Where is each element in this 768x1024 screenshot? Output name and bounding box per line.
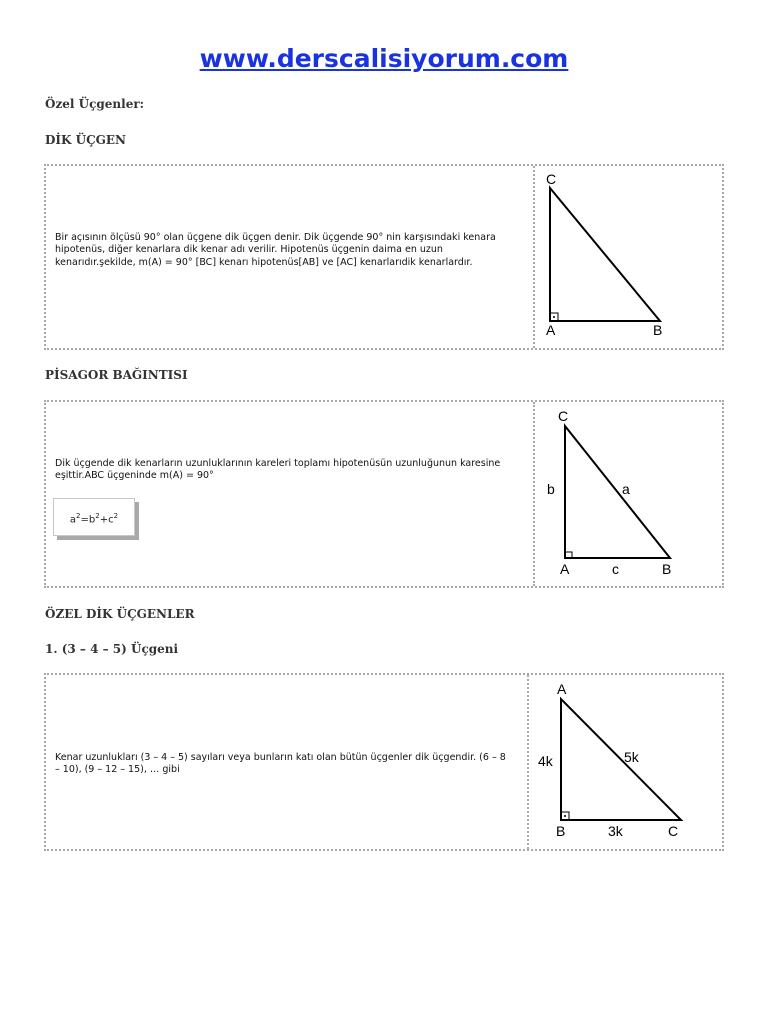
triangle-shape [550, 188, 660, 321]
vertex-label-b: B [653, 322, 663, 338]
vertex-label-a: A [560, 561, 570, 577]
vertex-label-a: A [557, 681, 567, 697]
vertex-label-c: C [558, 408, 569, 424]
exponent-b: 2 [95, 512, 100, 520]
exponent-c: 2 [113, 512, 119, 520]
pisagor-text: Dik üçgende dik kenarların uzunluklarının kareleri toplamı hipotenüsün uzunluğunun karesine eşittir.ABC üçgeninde m(A) = 90° [55, 458, 501, 482]
section-heading-ozel-dik: ÖZEL DİK ÜÇGENLER [45, 607, 195, 621]
table-divider [533, 166, 535, 348]
vertex-label-a: A [546, 322, 556, 338]
formula-b: b [88, 514, 96, 526]
side-label-5k: 5k [624, 749, 639, 765]
section-heading-345: 1. (3 – 4 – 5) Üçgeni [45, 642, 179, 656]
vertex-label-c: C [546, 171, 557, 187]
side-label-a: a [622, 481, 630, 497]
formula-a: a [69, 514, 77, 526]
exponent-a: 2 [76, 512, 81, 520]
pisagor-triangle-figure [536, 402, 722, 586]
site-link[interactable]: www.derscalisiyorum.com [199, 44, 569, 73]
side-label-3k: 3k [608, 823, 623, 839]
section-heading-dik-ucgen: DİK ÜÇGEN [45, 133, 127, 147]
side-label-b: b [547, 481, 555, 497]
vertex-label-c: C [668, 823, 679, 839]
triangle-shape [565, 426, 670, 558]
right-triangle-figure [536, 166, 722, 348]
formula-eq: = [80, 514, 89, 526]
pisagor-table [44, 400, 724, 588]
triangle-shape [561, 699, 681, 820]
dik-ucgen-text: Bir açısının ölçüsü 90° olan üçgene dik üçgen denir. Dik üçgende 90° nin karşısındaki kenara hipotenüs, diğer kenarlara dik kenar adı verilir. Hipotenüs üçgenin daima en uzun kenarıdır.şekilde, m(A) = 90° [BC] kenarı hipotenüs[AB] ve [AC] kenarlarıdik kenarlardır. [55, 232, 496, 268]
formula-plus: + [99, 514, 109, 526]
table-divider [527, 675, 529, 849]
dik-ucgen-table [44, 164, 724, 350]
vertex-label-b: B [556, 823, 566, 839]
ucgen-345-table [44, 673, 724, 851]
ucgen-345-figure [530, 675, 722, 849]
formula-box [53, 498, 135, 536]
side-label-4k: 4k [538, 753, 553, 769]
ucgen-345-text: Kenar uzunlukları (3 – 4 – 5) sayıları veya bunların katı olan bütün üçgenler dik üçgendir. (6 – 8 – 10), (9 – 12 – 15), … gibi [55, 752, 506, 776]
table-divider [533, 402, 535, 586]
vertex-label-b: B [662, 561, 672, 577]
side-label-c: c [612, 561, 619, 577]
section-heading-pisagor: PİSAGOR BAĞINTISI [45, 368, 188, 382]
page-title: Özel Üçgenler: [45, 97, 145, 111]
formula-c: c [108, 514, 114, 526]
